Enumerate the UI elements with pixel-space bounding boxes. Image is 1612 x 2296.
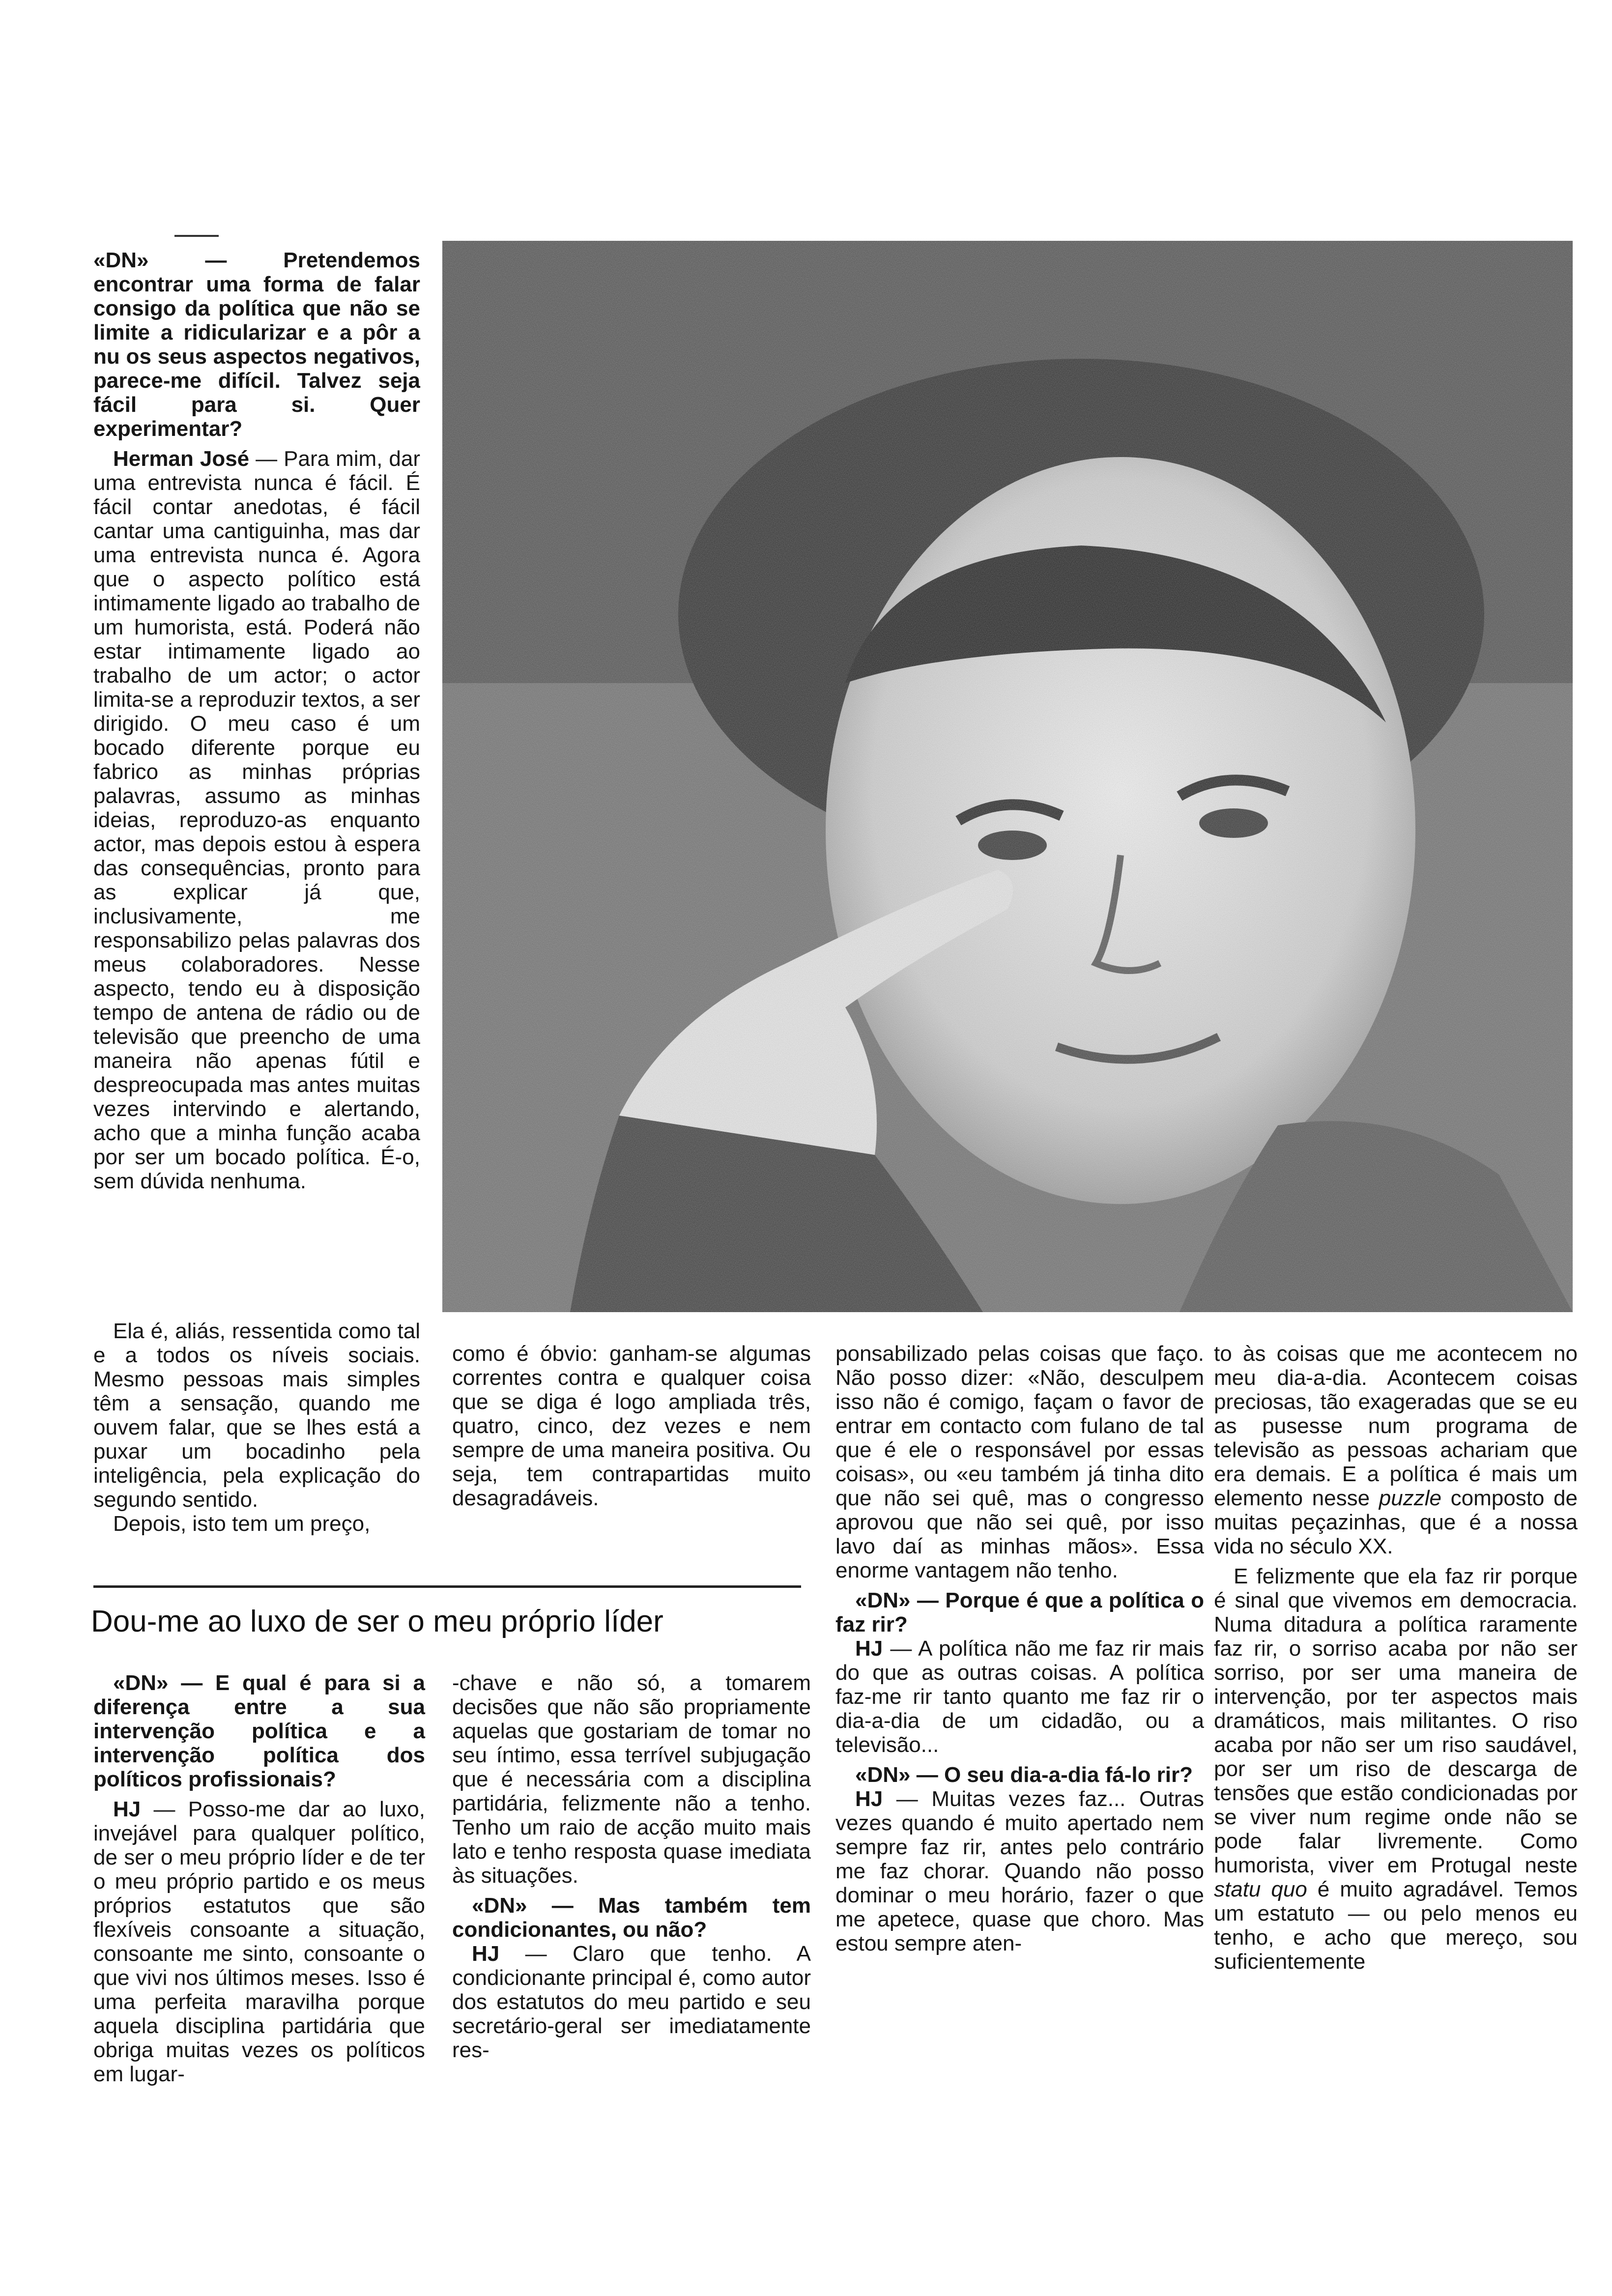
- question-diferenca: «DN» — E qual é para si a diferença entre a sua intervenção política e a intervenção política dos políticos profissionais?: [93, 1671, 425, 1791]
- text-span: composto de muitas peçazinhas, que é a nossa vida no século XX.: [1214, 1486, 1578, 1558]
- text-span: to às coisas que me acontecem no meu dia-a-dia. Acontecem coisas preciosas, tão exageradas que se eu as pusesse num programa de televisão as pessoas achariam que era demais. E a política é mais um elemento nesse: [1214, 1342, 1578, 1510]
- answer-diferenca: [93, 1797, 425, 2086]
- question-condicionantes: «DN» — Mas também tem condicionantes, ou não?: [452, 1894, 811, 1942]
- answer-diadia: [835, 1787, 1204, 1955]
- paragraph-preco: Depois, isto tem um preço,: [113, 1512, 371, 1536]
- paragraph-chave: -chave e não só, a tomarem decisões que não são propriamente aquelas que gostariam de tomar no seu íntimo, essa terrível subjugação que é necessária com a disciplina partidária, felizmente não a tenho. Tenho um raio de acção muito mais lato e tenho resposta quase imediata às situações.: [452, 1671, 811, 1888]
- section-headline: Dou-me ao luxo de ser o meu próprio líder: [91, 1605, 663, 1638]
- answer-diadia-text: — Muitas vezes faz... Outras vezes quando é muito apertado nem sempre faz rir, antes pelo contrário me faz chorar. Quando não posso dominar o meu horário, fazer o que me apetece, quase que choro. Mas estou sempre aten-: [835, 1787, 1204, 1955]
- column-intro-cont: [93, 1319, 420, 1536]
- answer-intro-text: — Para mim, dar uma entrevista nunca é fácil. É fácil contar anedotas, é fácil cantar uma cantiguinha, mas dar uma entrevista nunca é. Agora que o aspecto político está intimamente ligado ao trabalho de um humorista, está. Poderá não estar intimamente ligado ao trabalho de um actor; o actor limita-se a reproduzir textos, a ser dirigido. O meu caso é um bocado diferente porque eu fabrico as minhas próprias palavras, assumo as minhas ideias, reproduzo-as enquanto actor, mas depois estou à espera das consequências, pronto para as explicar já que, inclusivamente, me responsabilizo pelas palavras dos meus colaboradores. Nesse aspecto, tendo eu à disposição tempo de antena de rádio ou de televisão que preencho de uma maneira não apenas fútil e despreocupada mas antes muitas vezes intervindo e alertando, acho que a minha função acaba por ser um bocado política. É-o, sem dúvida nenhuma.: [93, 447, 420, 1193]
- text-span: é muito agradável. Temos um estatuto — ou pelo menos eu tenho, e acho que mereço, sou suficientemente: [1214, 1877, 1578, 1974]
- paragraph-responsabilizado: ponsabilizado pelas coisas que faço. Não posso dizer: «Não, desculpem isso não é comigo, façam o favor de entrar em contacto com fulano de tal que é ele o responsável por essas coisas», ou «eu também já tinha dito que não sei quê, mas o congresso aprovou que não sei quê, por isso lavo daí as minhas mãos». Essa enorme vantagem não tenho.: [835, 1342, 1204, 1582]
- speaker-hj: HJ: [855, 1787, 883, 1811]
- answer-intro: [93, 447, 420, 1193]
- paragraph-ressentida: Ela é, aliás, ressentida como tal e a todos os níveis sociais. Mesmo pessoas mais simples têm a sensação, quando me ouvem falar, que se lhes está a puxar um bocadinho pela inteligência, pela explicação do segundo sentido.: [93, 1319, 420, 1512]
- answer-diferenca-text: — Posso-me dar ao luxo, invejável para qualquer político, de ser o meu próprio líder e de ter o meu próprio partido e os meus próprios estatutos que são flexíveis consoante a situação, consoante me sinto, consoante o que vivi nos últimos meses. Isso é uma perfeita maravilha porque aquela disciplina partidária que obriga muitas vezes os políticos em lugar-: [93, 1797, 425, 2086]
- section-rule: [93, 1585, 801, 1588]
- answer-condicionantes-text: — Claro que tenho. A condicionante principal é, como autor dos estatutos do meu partido e seu secretário-geral ser imediatamente res-: [452, 1942, 811, 2062]
- answer-rir-text: — A política não me faz rir mais do que as outras coisas. A política faz-me rir tanto quanto me faz rir o dia-a-dia de um cidadão, ou a televisão...: [835, 1636, 1204, 1757]
- speaker-herman: Herman José: [113, 447, 250, 471]
- portrait-photo: [442, 241, 1573, 1312]
- answer-condicionantes: [452, 1942, 811, 2062]
- speaker-hj: HJ: [472, 1942, 500, 1966]
- speaker-hj: HJ: [855, 1636, 883, 1661]
- italic-puzzle: puzzle: [1379, 1486, 1441, 1510]
- paragraph-democracia: [1214, 1564, 1578, 1974]
- question-diadia: «DN» — O seu dia-a-dia fá-lo rir?: [855, 1763, 1193, 1787]
- top-mark: [174, 235, 219, 237]
- paragraph-contrapartidas: como é óbvio: ganham-se algumas correntes contra e qualquer coisa que se diga é logo ampliada três, quatro, cinco, dez vezes e nem sempre de uma maneira positiva. Ou seja, tem contrapartidas muito desagradáveis.: [452, 1342, 811, 1510]
- portrait-photo-graphic: [442, 241, 1573, 1312]
- column-d: [1214, 1342, 1578, 1974]
- column-intro: [93, 248, 420, 1193]
- paragraph-puzzle: [1214, 1342, 1578, 1558]
- column-f: [452, 1671, 811, 2062]
- speaker-hj: HJ: [113, 1797, 141, 1821]
- italic-statu-quo: statu quo: [1214, 1877, 1307, 1901]
- column-e: [93, 1671, 425, 2086]
- column-c: [835, 1342, 1204, 1955]
- question-intro: «DN» — Pretendemos encontrar uma forma de falar consigo da política que não se limite a ridicularizar e a pôr a nu os seus aspectos negativos, parece-me difícil. Talvez seja fácil para si. Quer experimentar?: [93, 248, 420, 441]
- question-rir: «DN» — Porque é que a política o faz rir?: [835, 1588, 1204, 1636]
- text-span: E felizmente que ela faz rir porque é sinal que vivemos em democracia. Numa ditadura a política raramente faz rir, o sorriso acaba por não ser sorriso, por ser uma maneira de intervenção, por ter aspectos mais dramáticos, mais militantes. O riso acaba por não ser um riso saudável, por ser um riso de descarga de tensões que estão condicionadas por se viver num regime onde não se pode falar livremente. Como humorista, viver em Protugal neste: [1214, 1564, 1578, 1877]
- answer-rir: [835, 1636, 1204, 1757]
- column-b: [452, 1342, 811, 1510]
